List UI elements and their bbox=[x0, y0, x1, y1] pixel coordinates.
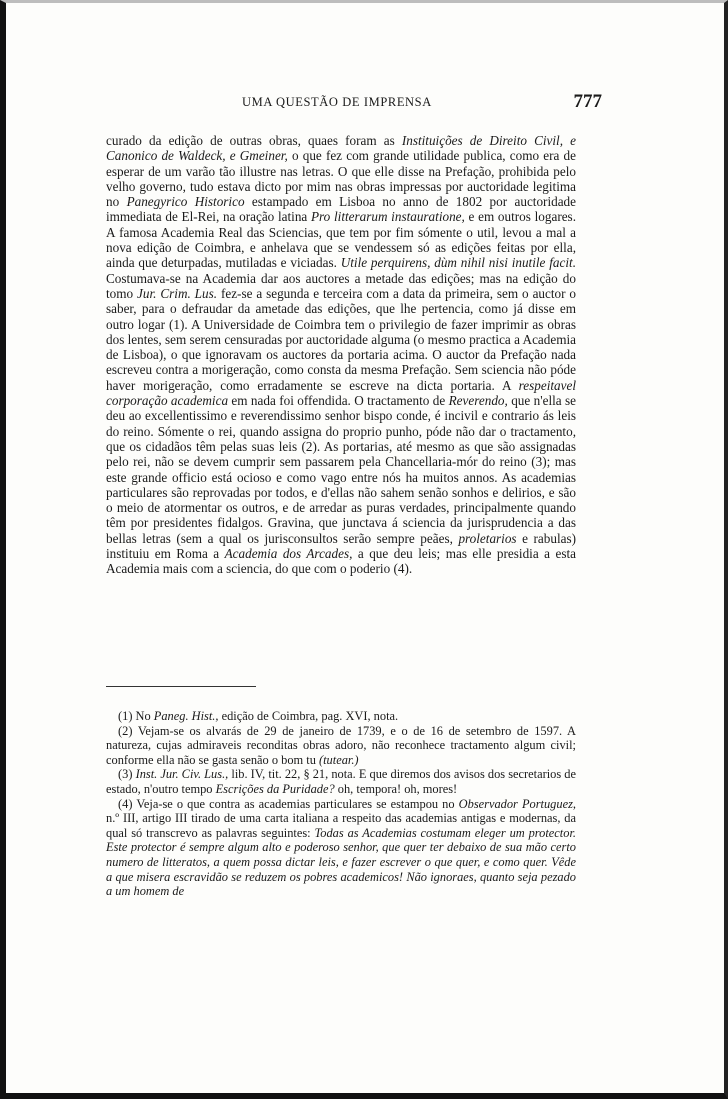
italic-run: Observador Portuguez, bbox=[458, 796, 576, 811]
italic-run: Utile perquirens, dùm nihil nisi inutile facit. bbox=[340, 255, 576, 271]
footnote-1 bbox=[106, 709, 576, 724]
text-run: que n'ella se deu ao excellentissimo e reverendissimo senhor bispo conde, é incivil e contrario ás leis do reino. Sómente o rei, quando assigna do proprio punho, póde não dar o tractamento, que os cidadãos têm pelas suas leis (2). As portarias, até mesmo as que são assignadas pelo rei, não se devem cumprir sem passarem pela Chancellaria-mór do reino (3); mas este grande officio está ocioso e como vago entre nós ha muitos annos. As academias particulares são reprovadas por todos, e d'ellas não sahem senão sonhos e delirios, e são o meio de atormentar os outros, e de arredar as puras verdades, principalmente quando têm por presidentes fidalgos. Gravina, que junctava á sciencia da jurisprudencia a das bellas letras (sem a qual os jurisconsultos serão sempre peães, bbox=[106, 393, 577, 546]
italic-run: Paneg. Hist., bbox=[153, 709, 219, 723]
text-run: fez-se a segunda e terceira com a data da primeira, sem o auctor o saber, para o defraudar da ametade das edições, que lhe pertencia, como já disse em outro logar (1). A Universidade de Coimbra tem o privilegio de fazer imprimir as obras dos lentes, sem serem censuradas por auctoridade alguma (o mesmo practica a Academia de Lisboa), o que ignoravam os auctores da portaria acima. O auctor da Prefação nada escreveu contra a morigeração, como consta da mesma Prefação. Sem sciencia não póde haver morigeração, como erradamente se escreve na dicta portaria. A bbox=[106, 285, 577, 393]
text-run: (4) Veja-se o que contra as academias particulares se estampou no bbox=[118, 796, 459, 811]
text-run: oh, tempora! oh, mores! bbox=[334, 781, 458, 796]
italic-run: Academia dos Arcades, bbox=[224, 546, 353, 562]
text-run: curado da edição de outras obras, quaes foram as bbox=[106, 133, 402, 148]
footnote-2 bbox=[106, 724, 576, 768]
italic-run: Todas as Academias costumam eleger um protector. Este protector é sempre algum alto e poderoso senhor, que quer ter debaixo de sua mão certo numero de litteratos, a quem possa dictar leis, e fazer escrever o que quer, e como quer. Vêde a que misera escravidão se reduzem os pobres academicos! Não ignoraes, quanto seja pezado a um homem de bbox=[106, 825, 576, 899]
italic-run: Inst. Jur. Civ. Lus., bbox=[135, 767, 229, 782]
text-run: (2) Vejam-se os alvarás de 29 de janeiro de 1739, e o de 16 de setembro de 1597. A natureza, cujas admiraveis reconditas obras adoro, não reconhece tractamento algum civil; conforme ella não se gasta senão o bom tu bbox=[106, 723, 576, 767]
text-run: Costumava-se na Academia dar aos auctores a metade das edições; mas na edição do tomo bbox=[106, 270, 576, 301]
text-run: estampado em Lisboa no anno de 1802 por auctoridade immediata de El-Rei, na oração latina bbox=[106, 194, 576, 225]
italic-run: Instituições de Direito Civil, e Canonico de Waldeck, e Gmeiner, bbox=[106, 133, 576, 164]
italic-run: (tutear.) bbox=[318, 752, 359, 767]
footnote-separator bbox=[106, 686, 256, 687]
main-text bbox=[106, 133, 576, 577]
text-run: (3) bbox=[118, 767, 136, 782]
italic-run: Reverendo, bbox=[448, 393, 508, 409]
text-run: e em outros logares. A famosa Academia Real das Sciencias, que tem por fim sómente o util, levou a mal a nova edição de Coimbra, e anhelava que se vendessem só as edições feitas por ella, ainda que deturpadas, mutiladas e viciadas. bbox=[106, 209, 576, 271]
text-run: o que fez com grande utilidade publica, como era de esperar de um varão tão illustre nas letras. O que elle disse na Prefação, prohibida pelo velho governo, tudo estava dicto por mim nas obras impressas por auctoridade legitima no bbox=[106, 148, 576, 210]
text-run: edição de Coimbra, pag. XVI, nota. bbox=[218, 709, 399, 723]
running-title: UMA QUESTÃO DE IMPRENSA bbox=[242, 95, 432, 109]
text-run: em nada foi offendida. O tractamento de bbox=[228, 393, 449, 409]
text-run: lib. IV, tit. 22, § 21, nota. E que diremos dos avisos dos secretarios de estado, n'outro tempo bbox=[106, 767, 576, 796]
italic-run: Panegyrico Historico bbox=[126, 194, 245, 210]
italic-run: Escrições da Puridade? bbox=[215, 781, 335, 796]
footnotes bbox=[106, 709, 576, 899]
text-run: (1) No bbox=[118, 709, 154, 723]
page-header bbox=[102, 91, 602, 115]
footnote-3 bbox=[106, 767, 576, 796]
italic-run: respeitavel corporação academica bbox=[106, 377, 576, 409]
footnote-4 bbox=[106, 797, 576, 899]
text-run: e rabulas) instituiu em Roma a bbox=[106, 530, 576, 562]
italic-run: proletarios bbox=[458, 530, 517, 546]
main-paragraph bbox=[106, 133, 576, 577]
text-run: a que deu leis; mas elle presidia a esta Academia mais com a sciencia, do que com o poderio (4). bbox=[106, 546, 576, 577]
page-number: 777 bbox=[573, 91, 602, 112]
text-run: n.º III, artigo III tirado de uma carta italiana a respeito das academias antigas e modernas, da qual só transcrevo as palavras seguintes: bbox=[106, 811, 576, 840]
italic-run: Jur. Crim. Lus. bbox=[137, 285, 218, 301]
italic-run: Pro litterarum instauratione, bbox=[310, 209, 465, 225]
